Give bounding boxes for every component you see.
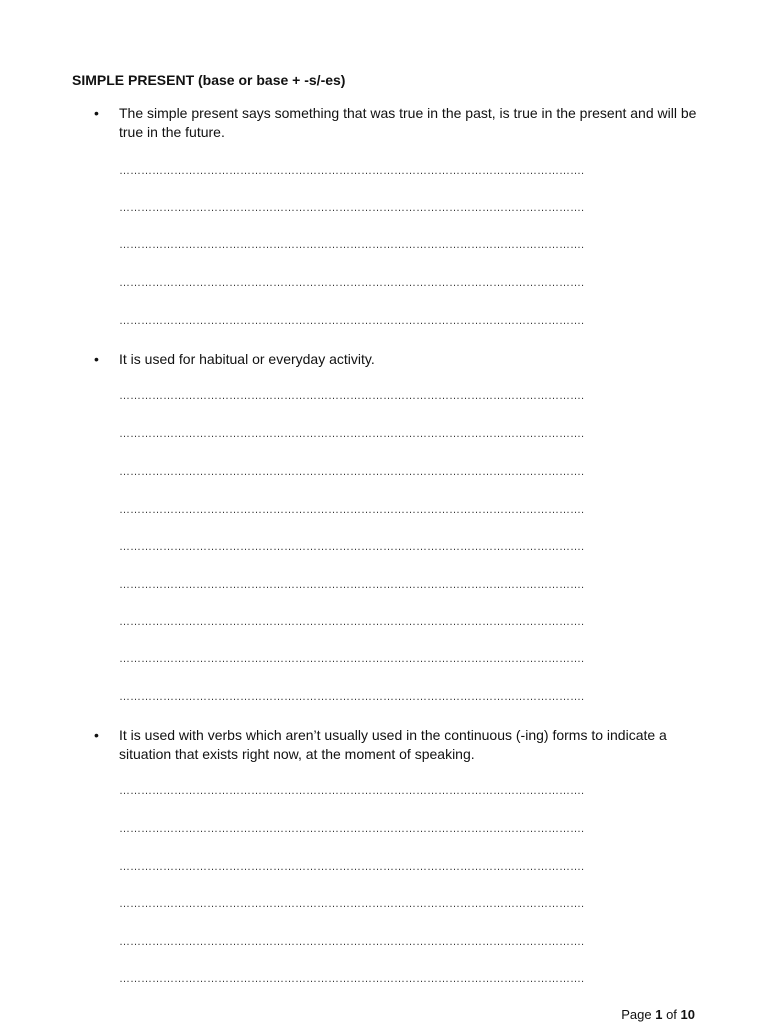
answer-line: ……………………………………………………………………………………………………………….	[119, 504, 585, 516]
answer-line: ……………………………………………………………………………………………………………….	[119, 653, 585, 665]
page-label: Page	[621, 1007, 652, 1022]
bullet-2-marker: •	[94, 351, 99, 367]
page-heading: SIMPLE PRESENT (base or base + -s/-es)	[72, 72, 346, 88]
answer-line: ……………………………………………………………………………………………………………….	[119, 823, 585, 835]
answer-line: ……………………………………………………………………………………………………………….	[119, 428, 585, 440]
page-number: 1	[655, 1007, 663, 1022]
bullet-3-text: It is used with verbs which aren’t usually used in the continuous (-ing) forms to indicate a situation that exists right now, at the moment of speaking.	[119, 727, 667, 762]
total-pages: 10	[680, 1007, 695, 1022]
answer-line: ……………………………………………………………………………………………………………….	[119, 785, 585, 797]
bullet-1-text: The simple present says something that was true in the past, is true in the present and will be true in the future.	[119, 105, 697, 140]
of-label: of	[666, 1007, 677, 1022]
bullet-1-marker: •	[94, 105, 99, 121]
bullet-3-marker: •	[94, 727, 99, 743]
answer-line: ……………………………………………………………………………………………………………….	[119, 239, 585, 251]
answer-line: ……………………………………………………………………………………………………………….	[119, 936, 585, 948]
answer-line: ……………………………………………………………………………………………………………….	[119, 691, 585, 703]
answer-line: ……………………………………………………………………………………………………………….	[119, 315, 585, 327]
answer-line: ……………………………………………………………………………………………………………….	[119, 616, 585, 628]
answer-line: ……………………………………………………………………………………………………………….	[119, 277, 585, 289]
page-footer	[621, 1007, 695, 1022]
answer-line: ……………………………………………………………………………………………………………….	[119, 579, 585, 591]
answer-line: ……………………………………………………………………………………………………………….	[119, 202, 585, 214]
answer-line: ……………………………………………………………………………………………………………….	[119, 541, 585, 553]
answer-line: ……………………………………………………………………………………………………………….	[119, 973, 585, 985]
bullet-2-text: It is used for habitual or everyday activity.	[119, 351, 375, 367]
answer-line: ……………………………………………………………………………………………………………….	[119, 165, 585, 177]
answer-line: ……………………………………………………………………………………………………………….	[119, 466, 585, 478]
answer-line: ……………………………………………………………………………………………………………….	[119, 390, 585, 402]
answer-line: ……………………………………………………………………………………………………………….	[119, 861, 585, 873]
answer-line: ……………………………………………………………………………………………………………….	[119, 898, 585, 910]
